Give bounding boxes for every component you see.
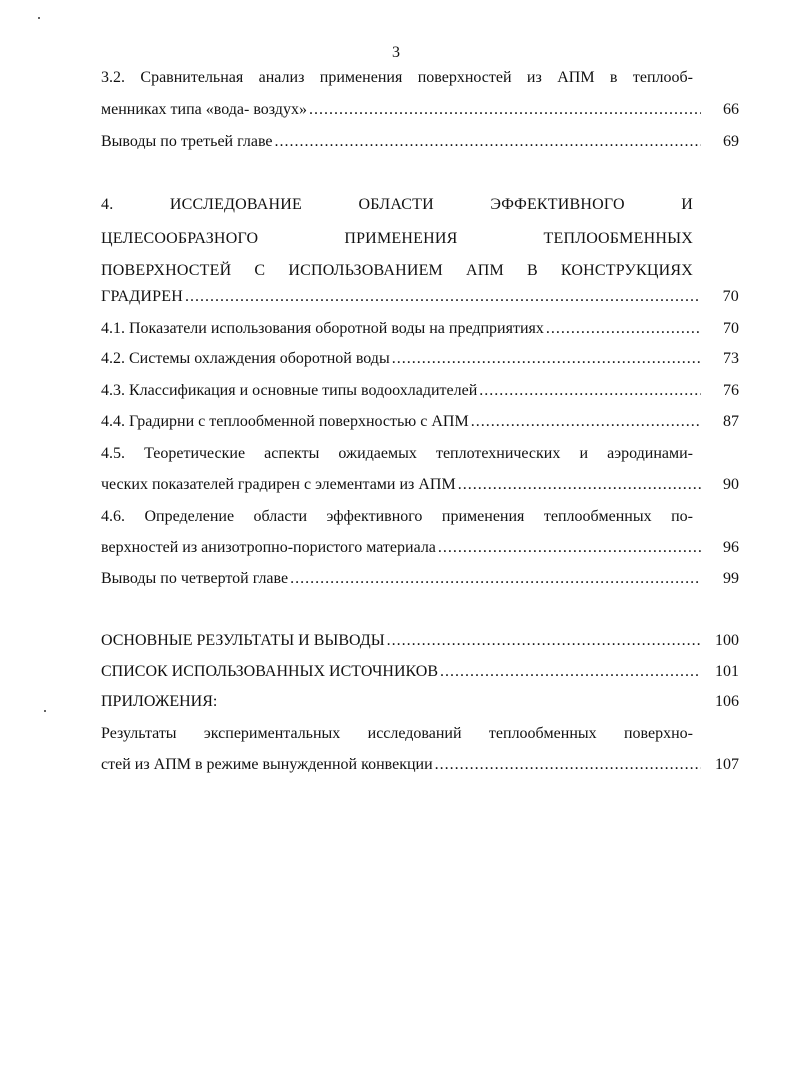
- toc-entry-text: 4.2. Системы охлаждения оборотной воды: [101, 350, 390, 367]
- toc-entry-experimental[interactable]: [101, 754, 739, 776]
- toc-entry-text: 4.3. Классификация и основные типы водоохладителей: [101, 382, 478, 399]
- toc-entry-4-1[interactable]: [101, 318, 739, 340]
- toc-page-number: 101: [715, 663, 739, 680]
- leader-dots: [479, 380, 701, 402]
- toc-entry-text: ческих показателей градирен с элементами из АПМ: [101, 476, 456, 493]
- toc-chapter-4-line3: ПОВЕРХНОСТЕЙ С ИСПОЛЬЗОВАНИЕМ АПМ В КОНСТРУКЦИЯХ: [101, 262, 693, 279]
- scan-speck: [38, 17, 40, 19]
- leader-dots: [471, 411, 701, 433]
- toc-page-number: 106: [715, 693, 739, 710]
- toc-chapter-4[interactable]: [101, 286, 739, 308]
- toc-page-number: 90: [723, 476, 739, 493]
- toc-entry-4-3[interactable]: [101, 380, 739, 402]
- toc-page-number: 87: [723, 413, 739, 430]
- leader-dots: [435, 754, 701, 776]
- toc-entry-conclusions-3[interactable]: [101, 131, 739, 153]
- toc-entry-text: ОСНОВНЫЕ РЕЗУЛЬТАТЫ И ВЫВОДЫ: [101, 632, 385, 649]
- toc-entry-appendices[interactable]: [101, 691, 739, 713]
- toc-entry-4-6-line1: 4.6. Определение области эффективного применения теплообменных по-: [101, 508, 693, 525]
- toc-entry-text: менниках типа «вода- воздух»: [101, 101, 307, 118]
- toc-page-number: 99: [723, 570, 739, 587]
- toc-entry-sources[interactable]: [101, 661, 739, 683]
- toc-page-number: 107: [715, 756, 739, 773]
- toc-chapter-4-line2: ЦЕЛЕСООБРАЗНОГО ПРИМЕНЕНИЯ ТЕПЛООБМЕННЫХ: [101, 230, 693, 247]
- toc-page-number: 76: [723, 382, 739, 399]
- toc-entry-4-5[interactable]: [101, 474, 739, 496]
- leader-dots: [438, 537, 701, 559]
- toc-page-number: 73: [723, 350, 739, 367]
- toc-entry-4-5-line1: 4.5. Теоретические аспекты ожидаемых теплотехнических и аэродинами-: [101, 445, 693, 462]
- toc-chapter-4-line1: 4. ИССЛЕДОВАНИЕ ОБЛАСТИ ЭФФЕКТИВНОГО И: [101, 196, 693, 213]
- toc-entry-main-results[interactable]: [101, 630, 739, 652]
- toc-entry-text: ГРАДИРЕН: [101, 288, 183, 305]
- toc-entry-text: верхностей из анизотропно-пористого материала: [101, 539, 436, 556]
- leader-dots: [387, 630, 701, 652]
- toc-entry-4-6[interactable]: [101, 537, 739, 559]
- toc-page-number: 100: [715, 632, 739, 649]
- leader-dots: [290, 568, 701, 590]
- leader-dots: [458, 474, 701, 496]
- leader-dots: [392, 348, 701, 370]
- toc-page-number: 66: [723, 101, 739, 118]
- toc-entry-text: Выводы по третьей главе: [101, 133, 273, 150]
- toc-entry-4-2[interactable]: [101, 348, 739, 370]
- toc-entry-4-4[interactable]: [101, 411, 739, 433]
- toc-entry-experimental-line1: Результаты экспериментальных исследований теплообменных поверхно-: [101, 725, 693, 742]
- toc-entry-text: Выводы по четвертой главе: [101, 570, 289, 587]
- toc-page-number: 96: [723, 539, 739, 556]
- toc-entry-3-2[interactable]: [101, 99, 739, 121]
- leader-dots: [309, 99, 701, 121]
- toc-entry-text: СПИСОК ИСПОЛЬЗОВАННЫХ ИСТОЧНИКОВ: [101, 663, 439, 680]
- toc-entry-3-2-line1: 3.2. Сравнительная анализ применения поверхностей из АПМ в теплооб-: [101, 69, 693, 86]
- toc-page-number: 70: [722, 288, 739, 305]
- toc-page-number: 69: [723, 133, 739, 150]
- toc-entry-text: стей из АПМ в режиме вынужденной конвекции: [101, 756, 433, 773]
- toc-entry-text: ПРИЛОЖЕНИЯ:: [101, 693, 218, 710]
- scan-speck: [44, 710, 46, 712]
- toc-entry-text: 4.1. Показатели использования оборотной воды на предприятиях: [101, 320, 544, 337]
- leader-dots: [185, 286, 701, 308]
- toc-page-number: 70: [723, 320, 739, 337]
- leader-dots: [546, 318, 701, 340]
- page-number: 3: [392, 44, 400, 61]
- toc-entry-text: 4.4. Градирни с теплообменной поверхностью с АПМ: [101, 413, 469, 430]
- leader-dots: [440, 661, 701, 683]
- leader-dots: [275, 131, 702, 153]
- toc-entry-conclusions-4[interactable]: [101, 568, 739, 590]
